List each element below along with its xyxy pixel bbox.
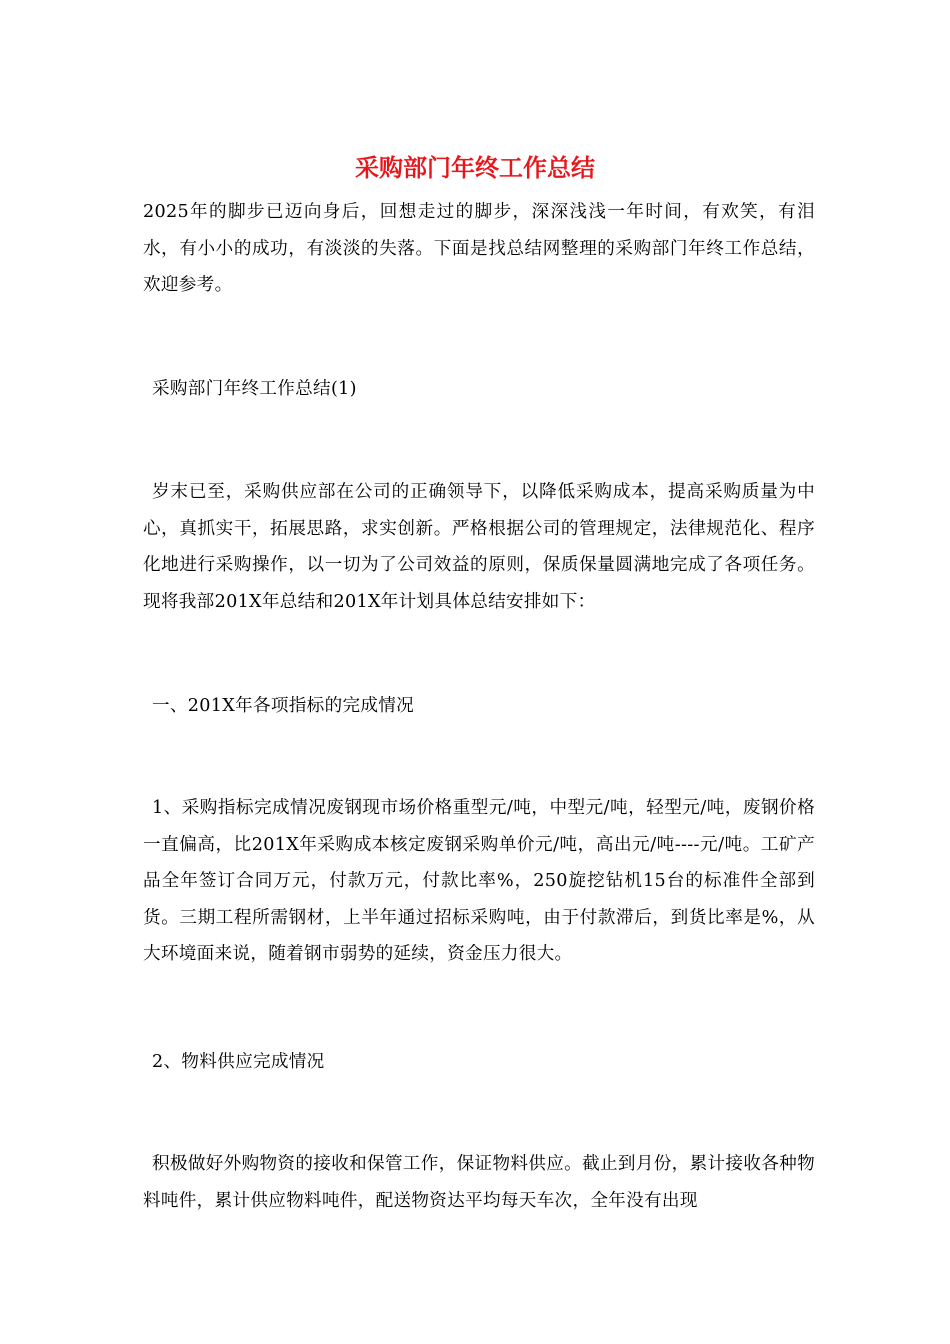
section-heading-indicators: 一、201X年各项指标的完成情况 [152, 696, 415, 716]
section-heading-material-supply: 2、物料供应完成情况 [152, 1052, 325, 1072]
purchasing-indicators-paragraph: 1、采购指标完成情况废钢现市场价格重型元/吨，中型元/吨，轻型元/吨，废钢价格一直偏高，比201X年采购成本核定废钢采购单价元/吨，高出元/吨----元/吨。工矿产品全年签订合同万元，付款万元，付款比率%，250旋挖钻机15台的标准件全部到货。三期工程所需钢材，上半年通过招标采购吨，由于付款滞后，到货比率是%，从大环境面来说，随着钢市弱势的延续，资金压力很大。 [143, 798, 815, 965]
material-supply-paragraph: 积极做好外购物资的接收和保管工作，保证物料供应。截止到月份，累计接收各种物料吨件，累计供应物料吨件，配送物资达平均每天车次，全年没有出现 [143, 1154, 815, 1211]
intro-paragraph: 2025年的脚步已迈向身后，回想走过的脚步，深深浅浅一年时间，有欢笑，有泪水，有小小的成功，有淡淡的失落。下面是找总结网整理的采购部门年终工作总结，欢迎参考。 [143, 202, 815, 296]
document-title: 采购部门年终工作总结 [355, 153, 595, 182]
section-heading-summary-1: 采购部门年终工作总结(1) [152, 379, 357, 399]
summary-paragraph: 岁末已至，采购供应部在公司的正确领导下，以降低采购成本，提高采购质量为中心，真抓实干，拓展思路，求实创新。严格根据公司的管理规定，法律规范化、程序化地进行采购操作，以一切为了公司效益的原则，保质保量圆满地完成了各项任务。现将我部201X年总结和201X年计划具体总结安排如下： [143, 482, 815, 612]
